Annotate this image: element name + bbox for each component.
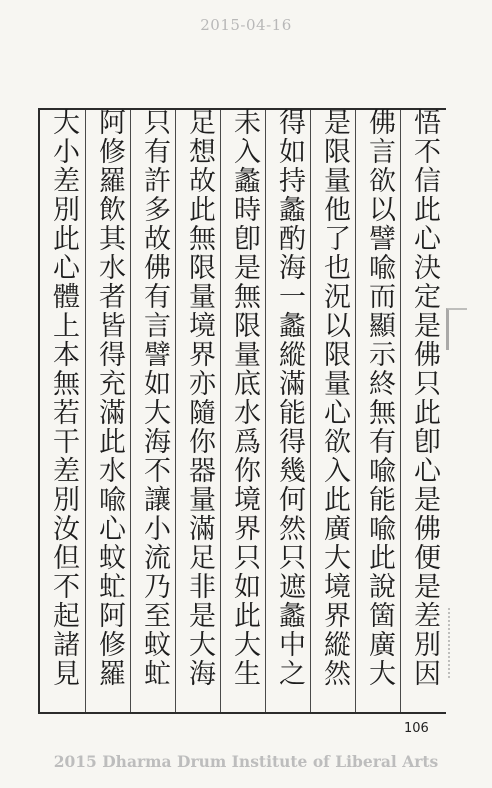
page-number: 106 (404, 721, 429, 736)
footer-watermark: 2015 Dharma Drum Institute of Liberal Arts (53, 752, 439, 771)
text-column-5: 未入蠡時卽是無限量底水爲你境界只如此大生 (229, 108, 260, 688)
text-column-1: 悟不信此心決定是佛只此卽心是佛便是差別因 (409, 108, 440, 688)
text-column-6: 足想故此無限量境界亦隨你器量滿足非是大海 (184, 108, 215, 688)
text-column-2: 佛言欲以譬喩而顯示終無有喩能喩此說箇廣大 (364, 108, 395, 688)
binding-gutter (446, 108, 468, 712)
text-column-3: 是限量他了也況以限量心欲入此廣大境界縱然 (319, 108, 350, 688)
text-column-8: 阿修羅飲其水者皆得充滿此水喩心蚊虻阿修羅 (94, 108, 125, 688)
gutter-mark (446, 308, 467, 350)
frame-bottom-border (38, 712, 446, 714)
scanned-page (30, 96, 446, 724)
text-column-9: 大小差別此心體上本無若干差別汝但不起諸見 (48, 108, 79, 688)
date-stamp: 2015-04-16 (200, 16, 292, 34)
gutter-mark (448, 608, 464, 678)
text-column-4: 得如持蠡酌海一蠡縱滿能得幾何然只遮蠡中之 (274, 108, 305, 688)
text-column-7: 只有許多故佛有言譬如大海不讓小流乃至蚊虻 (139, 108, 170, 688)
